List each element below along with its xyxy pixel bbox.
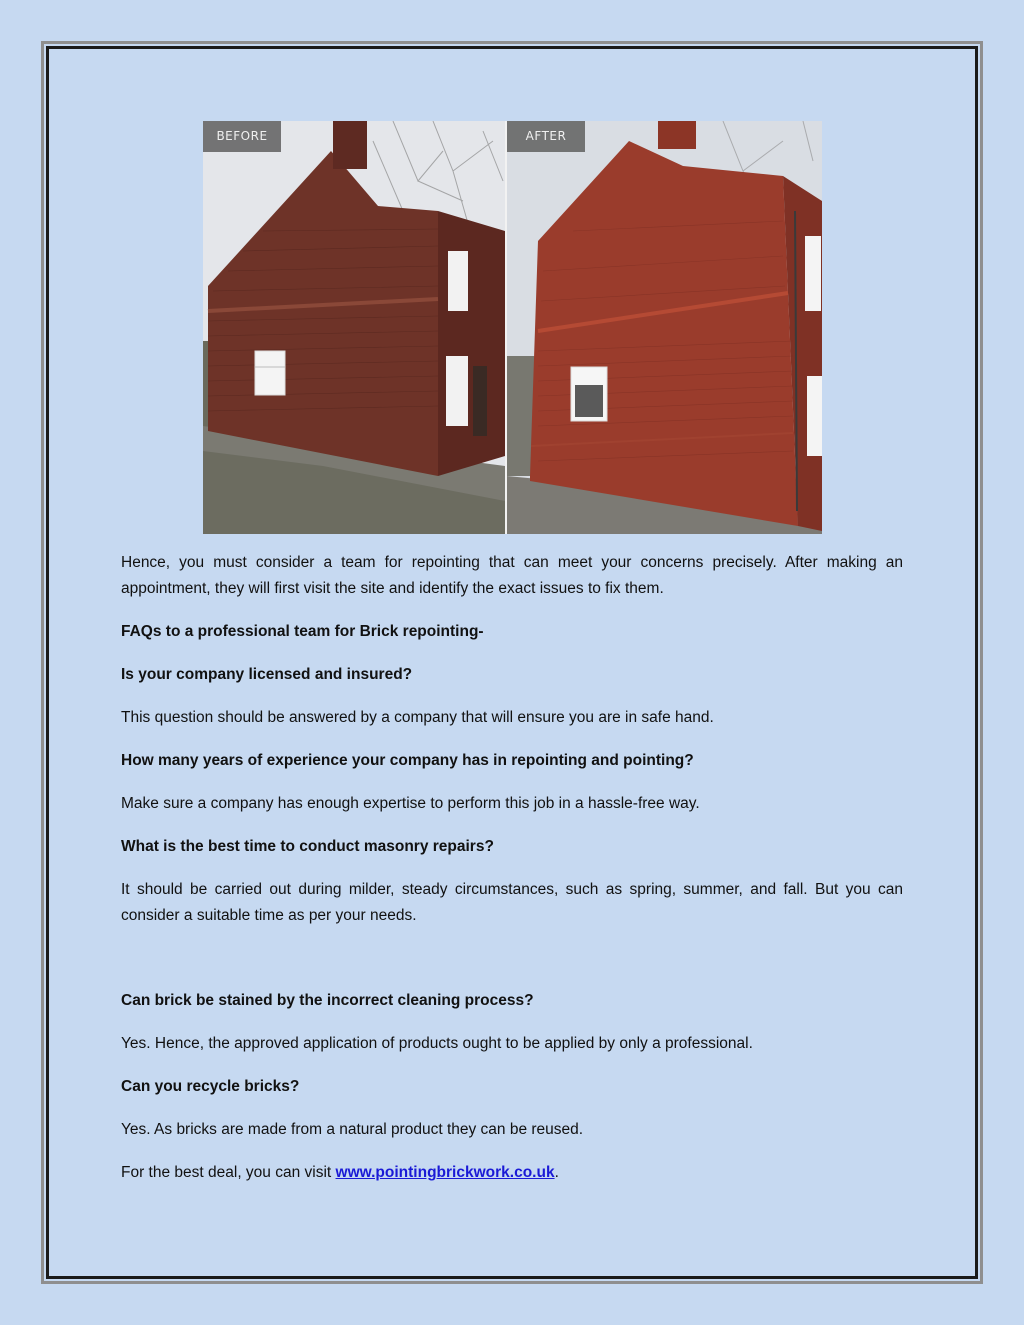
- intro-paragraph: Hence, you must consider a team for repointing that can meet your concerns precisely. After making an appointment, they will first visit the site and identify the exact issues to fix them.: [121, 554, 903, 597]
- faq-answer: Make sure a company has enough expertise to perform this job in a hassle-free way.: [121, 795, 700, 812]
- faq-heading: FAQs to a professional team for Brick repointing-: [121, 623, 484, 640]
- faq-question: Can brick be stained by the incorrect cleaning process?: [121, 992, 534, 1009]
- faq-question: What is the best time to conduct masonry repairs?: [121, 838, 494, 855]
- closing-paragraph: [121, 1160, 903, 1186]
- faq-question: Can you recycle bricks?: [121, 1078, 300, 1095]
- house-illustration: [203, 121, 822, 534]
- faq-answer: It should be carried out during milder, steady circumstances, such as spring, summer, and fall. But you can consider a suitable time as per your needs.: [121, 881, 903, 924]
- faq-question: How many years of experience your company has in repointing and pointing?: [121, 752, 694, 769]
- article-body: [121, 550, 903, 1186]
- faq-answer: Yes. Hence, the approved application of products ought to be applied by only a professional.: [121, 1035, 753, 1052]
- faq-question: Is your company licensed and insured?: [121, 666, 413, 683]
- faq-answer: This question should be answered by a company that will ensure you are in safe hand.: [121, 709, 714, 726]
- before-label: BEFORE: [203, 121, 281, 152]
- before-after-photo: [203, 121, 822, 534]
- website-link[interactable]: www.pointingbrickwork.co.uk: [335, 1164, 555, 1181]
- closing-suffix: .: [554, 1164, 559, 1181]
- after-label: AFTER: [507, 121, 585, 152]
- faq-answer: Yes. As bricks are made from a natural product they can be reused.: [121, 1121, 584, 1138]
- closing-prefix: For the best deal, you can visit: [121, 1164, 336, 1181]
